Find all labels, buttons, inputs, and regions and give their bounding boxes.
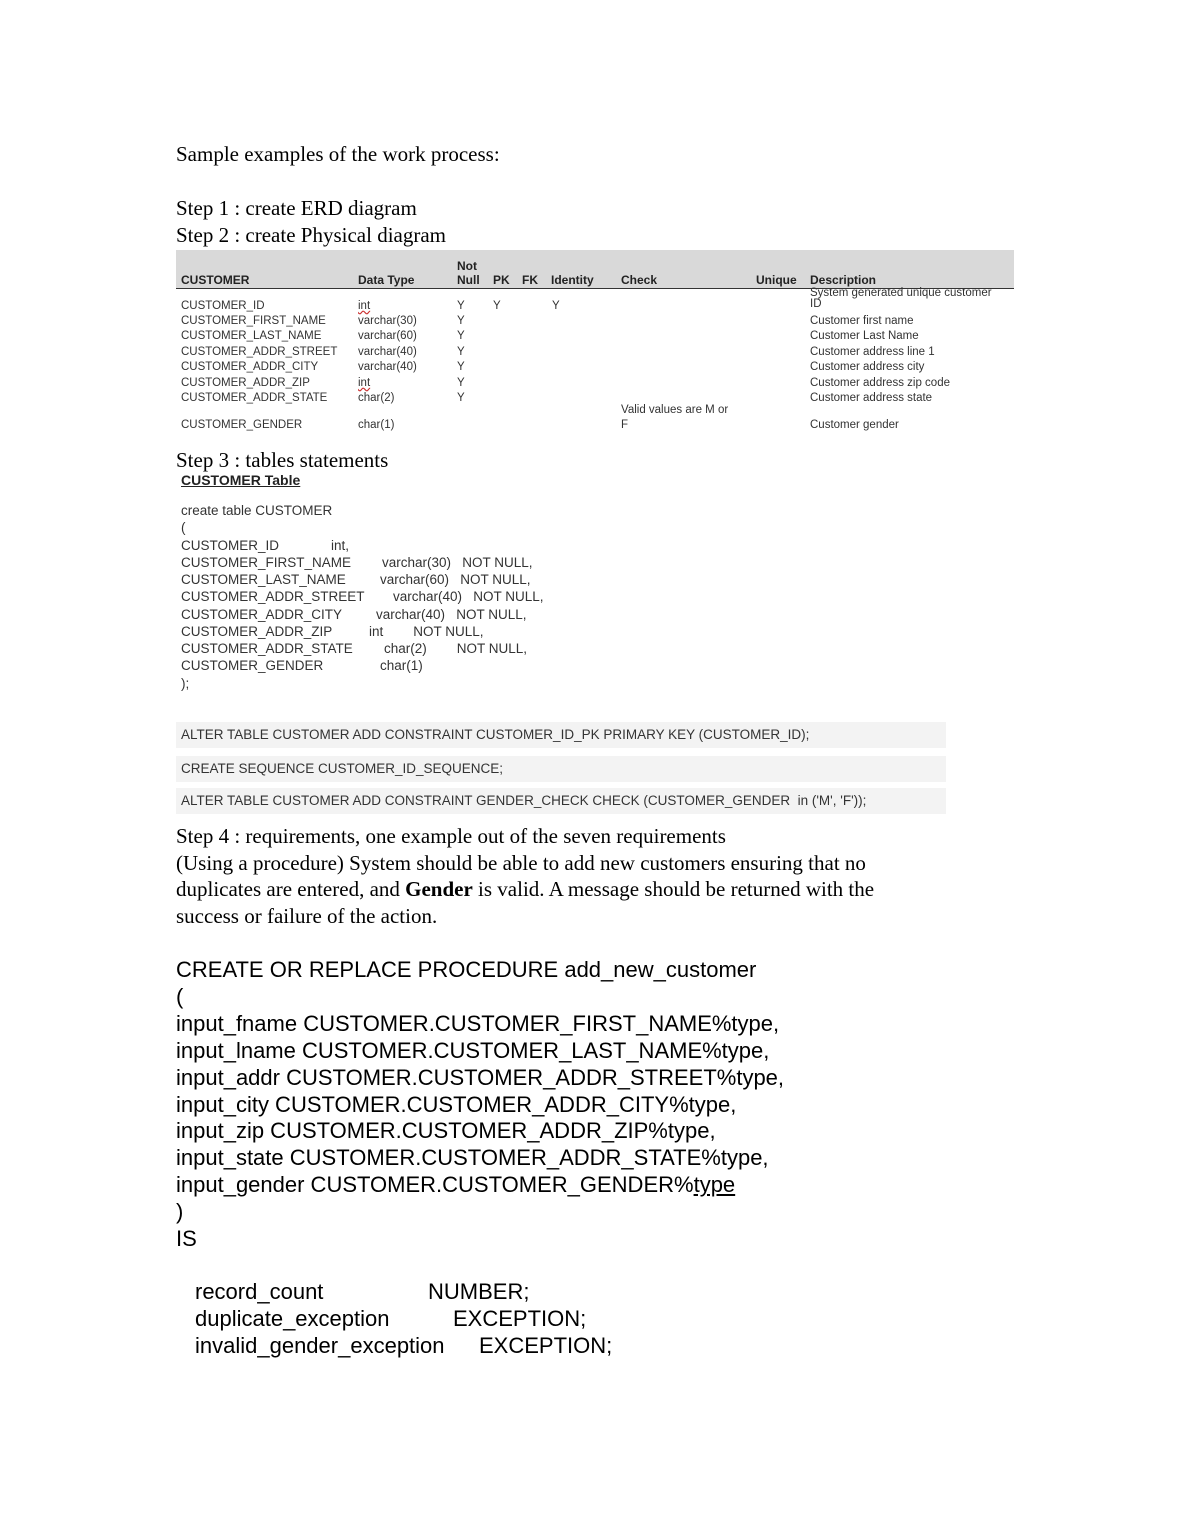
cell-type: varchar(40) bbox=[358, 361, 417, 373]
table-row bbox=[176, 287, 1014, 315]
sql-table-title: CUSTOMER Table bbox=[181, 472, 301, 488]
header-unique: Unique bbox=[756, 273, 797, 287]
cell-description: Customer address zip code bbox=[810, 377, 950, 389]
cell-description: System generated unique customer bbox=[810, 287, 992, 299]
sql-column-name: CUSTOMER_ADDR_STREET bbox=[181, 589, 365, 604]
cell-not-null: Y bbox=[457, 330, 465, 342]
sql-alter-check: ALTER TABLE CUSTOMER ADD CONSTRAINT GENDER_CHECK CHECK (CUSTOMER_GENDER in ('M', 'F')); bbox=[181, 793, 867, 808]
cell-description-2: ID bbox=[810, 298, 822, 310]
cell-type: varchar(30) bbox=[358, 315, 417, 327]
cell-name: CUSTOMER_ADDR_ZIP bbox=[181, 377, 310, 389]
sql-column-name: CUSTOMER_LAST_NAME bbox=[181, 572, 346, 587]
sql-column-name: CUSTOMER_ADDR_STATE bbox=[181, 641, 353, 656]
sql-create-line: create table CUSTOMER bbox=[181, 503, 333, 518]
step-4-line-2-pre: duplicates are entered, and bbox=[176, 877, 406, 901]
sql-column-name: CUSTOMER_FIRST_NAME bbox=[181, 555, 352, 570]
cell-description: Customer address state bbox=[810, 392, 933, 404]
sql-column-def: varchar(30) NOT NULL, bbox=[382, 555, 533, 570]
decl-type: EXCEPTION; bbox=[479, 1333, 613, 1358]
cell-not-null: Y bbox=[457, 315, 465, 327]
cell-not-null: Y bbox=[457, 361, 465, 373]
table-row bbox=[176, 361, 1014, 376]
cell-description: Customer address city bbox=[810, 361, 925, 373]
sql-column-def: varchar(60) NOT NULL, bbox=[380, 572, 531, 587]
sql-open-paren: ( bbox=[181, 520, 186, 535]
header-check: Check bbox=[621, 273, 658, 287]
sql-column-def: varchar(40) NOT NULL, bbox=[393, 589, 544, 604]
cell-type: varchar(40) bbox=[358, 346, 417, 358]
sql-alter-pk: ALTER TABLE CUSTOMER ADD CONSTRAINT CUSTOMER_ID_PK PRIMARY KEY (CUSTOMER_ID); bbox=[181, 727, 810, 742]
cell-description: Customer gender bbox=[810, 419, 899, 431]
physical-diagram-table bbox=[176, 250, 1014, 438]
cell-description: Customer Last Name bbox=[810, 330, 919, 342]
sql-create-sequence: CREATE SEQUENCE CUSTOMER_ID_SEQUENCE; bbox=[181, 761, 504, 776]
header-customer: CUSTOMER bbox=[181, 273, 250, 287]
header-fk: FK bbox=[522, 273, 538, 287]
cell-description: Customer first name bbox=[810, 315, 914, 327]
cell-type: int bbox=[358, 300, 371, 312]
step-4-line-3: success or failure of the action. bbox=[176, 904, 438, 928]
step-4-title: Step 4 : requirements, one example out of the seven requirements bbox=[176, 824, 726, 848]
cell-type: varchar(60) bbox=[358, 330, 417, 342]
header-identity: Identity bbox=[551, 273, 594, 287]
procedure-param: input_fname CUSTOMER.CUSTOMER_FIRST_NAME%type, bbox=[176, 1011, 780, 1036]
decl-type: EXCEPTION; bbox=[453, 1306, 587, 1331]
cell-name: CUSTOMER_ID bbox=[181, 300, 265, 312]
cell-name: CUSTOMER_ADDR_STREET bbox=[181, 346, 338, 358]
sql-column-def: int NOT NULL, bbox=[369, 624, 484, 639]
header-pk: PK bbox=[493, 273, 510, 287]
cell-check-2: F bbox=[621, 419, 629, 431]
sql-column-def: char(2) NOT NULL, bbox=[384, 641, 528, 656]
step-2-text: Step 2 : create Physical diagram bbox=[176, 223, 446, 247]
sql-column-name: CUSTOMER_GENDER bbox=[181, 658, 324, 673]
sql-column-name: CUSTOMER_ADDR_ZIP bbox=[181, 624, 333, 639]
table-row bbox=[176, 315, 1014, 330]
procedure-param-last-text: input_gender CUSTOMER.CUSTOMER_GENDER% bbox=[176, 1172, 694, 1197]
cell-name: CUSTOMER_FIRST_NAME bbox=[181, 315, 326, 327]
decl-name: duplicate_exception bbox=[195, 1306, 390, 1331]
table-row bbox=[176, 330, 1014, 345]
header-null: Null bbox=[457, 273, 480, 287]
procedure-param: input_addr CUSTOMER.CUSTOMER_ADDR_STREET%type, bbox=[176, 1065, 785, 1090]
decl-type: NUMBER; bbox=[428, 1279, 530, 1304]
step-4-line-2-post: is valid. A message should be returned with the bbox=[472, 877, 875, 901]
step-4-line-1: (Using a procedure) System should be able to add new customers ensuring that no bbox=[176, 851, 866, 875]
cell-check: Valid values are M or bbox=[621, 404, 729, 416]
table-row bbox=[176, 346, 1014, 361]
decl-name: record_count bbox=[195, 1279, 324, 1304]
table-header bbox=[176, 250, 1014, 289]
header-description: Description bbox=[810, 273, 877, 287]
cell-not-null: Y bbox=[457, 392, 465, 404]
cell-type: char(1) bbox=[358, 419, 395, 431]
cell-type: int bbox=[358, 377, 371, 389]
cell-description: Customer address line 1 bbox=[810, 346, 935, 358]
cell-not-null: Y bbox=[457, 346, 465, 358]
cell-not-null: Y bbox=[457, 300, 465, 312]
cell-pk: Y bbox=[493, 300, 501, 312]
table-row bbox=[176, 377, 1014, 392]
cell-not-null: Y bbox=[457, 377, 465, 389]
sql-column-name: CUSTOMER_ID bbox=[181, 538, 280, 553]
sql-close: ); bbox=[181, 676, 190, 691]
header-not: Not bbox=[457, 259, 477, 273]
procedure-close: ) bbox=[176, 1199, 184, 1224]
step-1-text: Step 1 : create ERD diagram bbox=[176, 196, 417, 220]
sql-column-def: char(1) bbox=[380, 658, 423, 673]
table-row bbox=[176, 404, 1014, 434]
procedure-param: input_city CUSTOMER.CUSTOMER_ADDR_CITY%type, bbox=[176, 1092, 737, 1117]
sql-column-def: int, bbox=[331, 538, 350, 553]
table-row bbox=[176, 392, 1014, 407]
procedure-open: ( bbox=[176, 984, 184, 1009]
procedure-param: input_lname CUSTOMER.CUSTOMER_LAST_NAME%type, bbox=[176, 1038, 770, 1063]
cell-identity: Y bbox=[552, 300, 560, 312]
step-4-line-2 bbox=[176, 876, 874, 903]
intro-text: Sample examples of the work process: bbox=[176, 142, 500, 166]
step-3-text: Step 3 : tables statements bbox=[176, 448, 389, 472]
procedure-param-last bbox=[176, 1171, 735, 1198]
procedure-is: IS bbox=[176, 1226, 197, 1251]
header-data-type: Data Type bbox=[358, 273, 415, 287]
decl-name: invalid_gender_exception bbox=[195, 1333, 445, 1358]
procedure-param-last-type: type bbox=[693, 1172, 736, 1197]
procedure-param: input_zip CUSTOMER.CUSTOMER_ADDR_ZIP%type, bbox=[176, 1118, 716, 1143]
cell-name: CUSTOMER_ADDR_CITY bbox=[181, 361, 319, 373]
cell-type: char(2) bbox=[358, 392, 395, 404]
sql-column-def: varchar(40) NOT NULL, bbox=[376, 607, 527, 622]
procedure-header: CREATE OR REPLACE PROCEDURE add_new_customer bbox=[176, 957, 757, 982]
cell-name: CUSTOMER_LAST_NAME bbox=[181, 330, 322, 342]
cell-name: CUSTOMER_GENDER bbox=[181, 419, 303, 431]
cell-name: CUSTOMER_ADDR_STATE bbox=[181, 392, 328, 404]
step-4-gender-bold: Gender bbox=[405, 877, 473, 901]
sql-column-name: CUSTOMER_ADDR_CITY bbox=[181, 607, 343, 622]
procedure-param: input_state CUSTOMER.CUSTOMER_ADDR_STATE%type, bbox=[176, 1145, 769, 1170]
